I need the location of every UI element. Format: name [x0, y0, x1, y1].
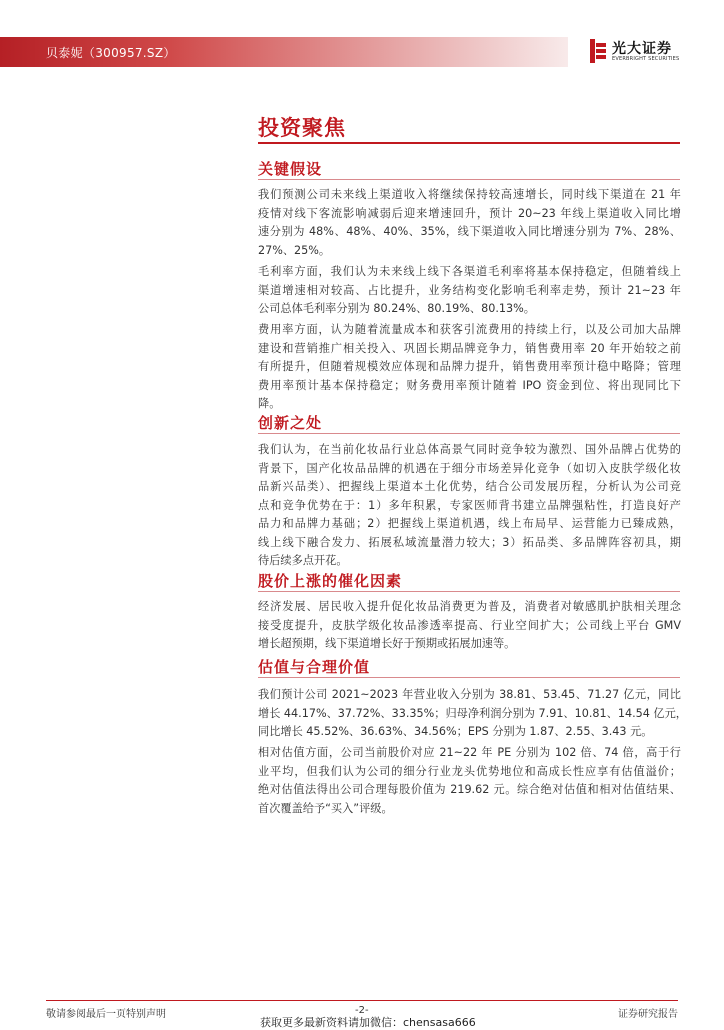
text-line: 增长 44.17%、37.72%、33.35%；归母净利润分别为 7.91、10.81、14.54 亿元， [258, 706, 687, 720]
section-divider [258, 677, 680, 678]
text-line: 费用率预计基本保持稳定；财务费用率预计随着 IPO 资金到位、将出现同比下 [258, 378, 681, 392]
text-line: 相对估值方面，公司当前股价对应 21~22 年 PE 分别为 102 倍、74 倍，高于行 [258, 746, 681, 759]
logo-name-cn: 光大证券 [612, 41, 672, 57]
paragraph [258, 263, 681, 319]
text-line: 我们预测公司未来线上渠道收入将继续保持较高速增长，同时线下渠道在 21 年 [258, 188, 681, 201]
broker-logo [590, 37, 700, 67]
text-line: 降。 [258, 397, 281, 410]
header-band [0, 37, 568, 67]
text-line: 经济发展、居民收入提升促化妆品消费更为普及，消费者对敏感肌护肤相关理念 [258, 600, 681, 613]
footer-disclaimer: 敬请参阅最后一页特别声明 [46, 1009, 166, 1020]
page-title: 投资聚焦 [258, 116, 346, 140]
text-line: 我们认为，在当前化妆品行业总体高景气同时竞争较为激烈、国外品牌占优势的 [258, 443, 681, 456]
text-line: 待后续多点开花。 [258, 554, 348, 567]
text-line: 绝对估值法得出公司合理每股价值为 219.62 元。综合绝对估值和相对估值结果、 [258, 783, 681, 796]
paragraph [258, 598, 681, 654]
paragraph [258, 744, 681, 818]
section-heading-catalysts: 股价上涨的催化因素 [258, 572, 403, 590]
section-heading-innovation: 创新之处 [258, 414, 323, 432]
text-line: 点和竞争优势在于：1）多年积累，专家医师背书建立品牌强粘性，打造良好产 [258, 498, 681, 512]
text-line: 增长超预期，线下渠道增长好于预期或拓展加速等。 [258, 637, 516, 650]
section-heading-key-assumptions: 关键假设 [258, 160, 323, 178]
text-line: 首次覆盖给予“买入”评级。 [258, 801, 393, 815]
text-line: 接受度提升，皮肤学级化妆品渗透率提高、行业空间扩大；公司线上平台 GMV [258, 618, 681, 632]
paragraph [258, 321, 681, 414]
header-bar [0, 37, 724, 67]
text-line: 背景下，国产化妆品品牌的机遇在于细分市场差异化竞争（如切入皮肤学级化妆 [258, 461, 681, 475]
text-line: 建设和营销推广相关投入、巩固长期品牌竞争力，销售费用率 20 年开始较之前 [258, 341, 681, 355]
section-divider [258, 591, 680, 592]
footer-doc-type: 证券研究报告 [618, 1009, 678, 1020]
text-line: 业平均，但我们认为公司的细分行业龙头优势地位和高成长性应享有估值溢价； [258, 764, 681, 778]
paragraph [258, 441, 681, 571]
logo-name-en: EVERBRIGHT SECURITIES [612, 56, 680, 62]
text-line: 有所提升，但随着规模效应体现和品牌力提升，销售费用率预计稳中略降；管理 [258, 360, 681, 373]
watermark-text: 获取更多最新资料请加微信：chensasa666 [260, 1016, 476, 1029]
text-line: 同比增长 45.52%、36.63%、34.56%；EPS 分别为 1.87、2.55、3.43 元。 [258, 725, 653, 738]
page-number: -2- [355, 1005, 369, 1016]
text-line: 线上线下融合发力、拓展私域流量潜力较大；3）拓品类、多品牌阵容初具，期 [258, 535, 681, 549]
company-ticker: 贝泰妮（300957.SZ） [46, 46, 176, 60]
text-line: 品新兴品类）、把握线上渠道本土化优势，结合公司发展历程，分析认为公司竞 [258, 480, 681, 493]
section-heading-valuation: 估值与合理价值 [258, 658, 371, 676]
paragraph [258, 186, 681, 260]
text-line: 渠道增速相对较高、占比提升，业务结构变化影响毛利率走势，预计 21~23 年 [258, 283, 681, 297]
paragraph [258, 686, 687, 742]
text-line: 品力和品牌力基础；2）把握线上渠道机遇，线上布局早、运营能力已臻成熟， [258, 517, 681, 530]
text-line: 我们预计公司 2021~2023 年营业收入分别为 38.81、53.45、71.27 亿元，同比 [258, 688, 681, 701]
text-line: 费用率方面，认为随着流量成本和获客引流费用的持续上行，以及公司加大品牌 [258, 323, 681, 336]
title-divider [258, 142, 680, 144]
text-line: 27%、25%。 [258, 243, 331, 257]
text-line: 速分别为 48%、48%、40%、35%，线下渠道收入同比增速分别为 7%、28%、 [258, 225, 681, 238]
section-divider [258, 433, 680, 434]
footer-divider [46, 1000, 678, 1001]
everbright-logo-icon [590, 39, 606, 63]
text-line: 疫情对线下客流影响减弱后迎来增速回升，预计 20~23 年线上渠道收入同比增 [258, 206, 681, 220]
section-divider [258, 179, 680, 180]
text-line: 公司总体毛利率分别为 80.24%、80.19%、80.13%。 [258, 302, 535, 315]
text-line: 毛利率方面，我们认为未来线上线下各渠道毛利率将基本保持稳定，但随着线上 [258, 265, 681, 278]
